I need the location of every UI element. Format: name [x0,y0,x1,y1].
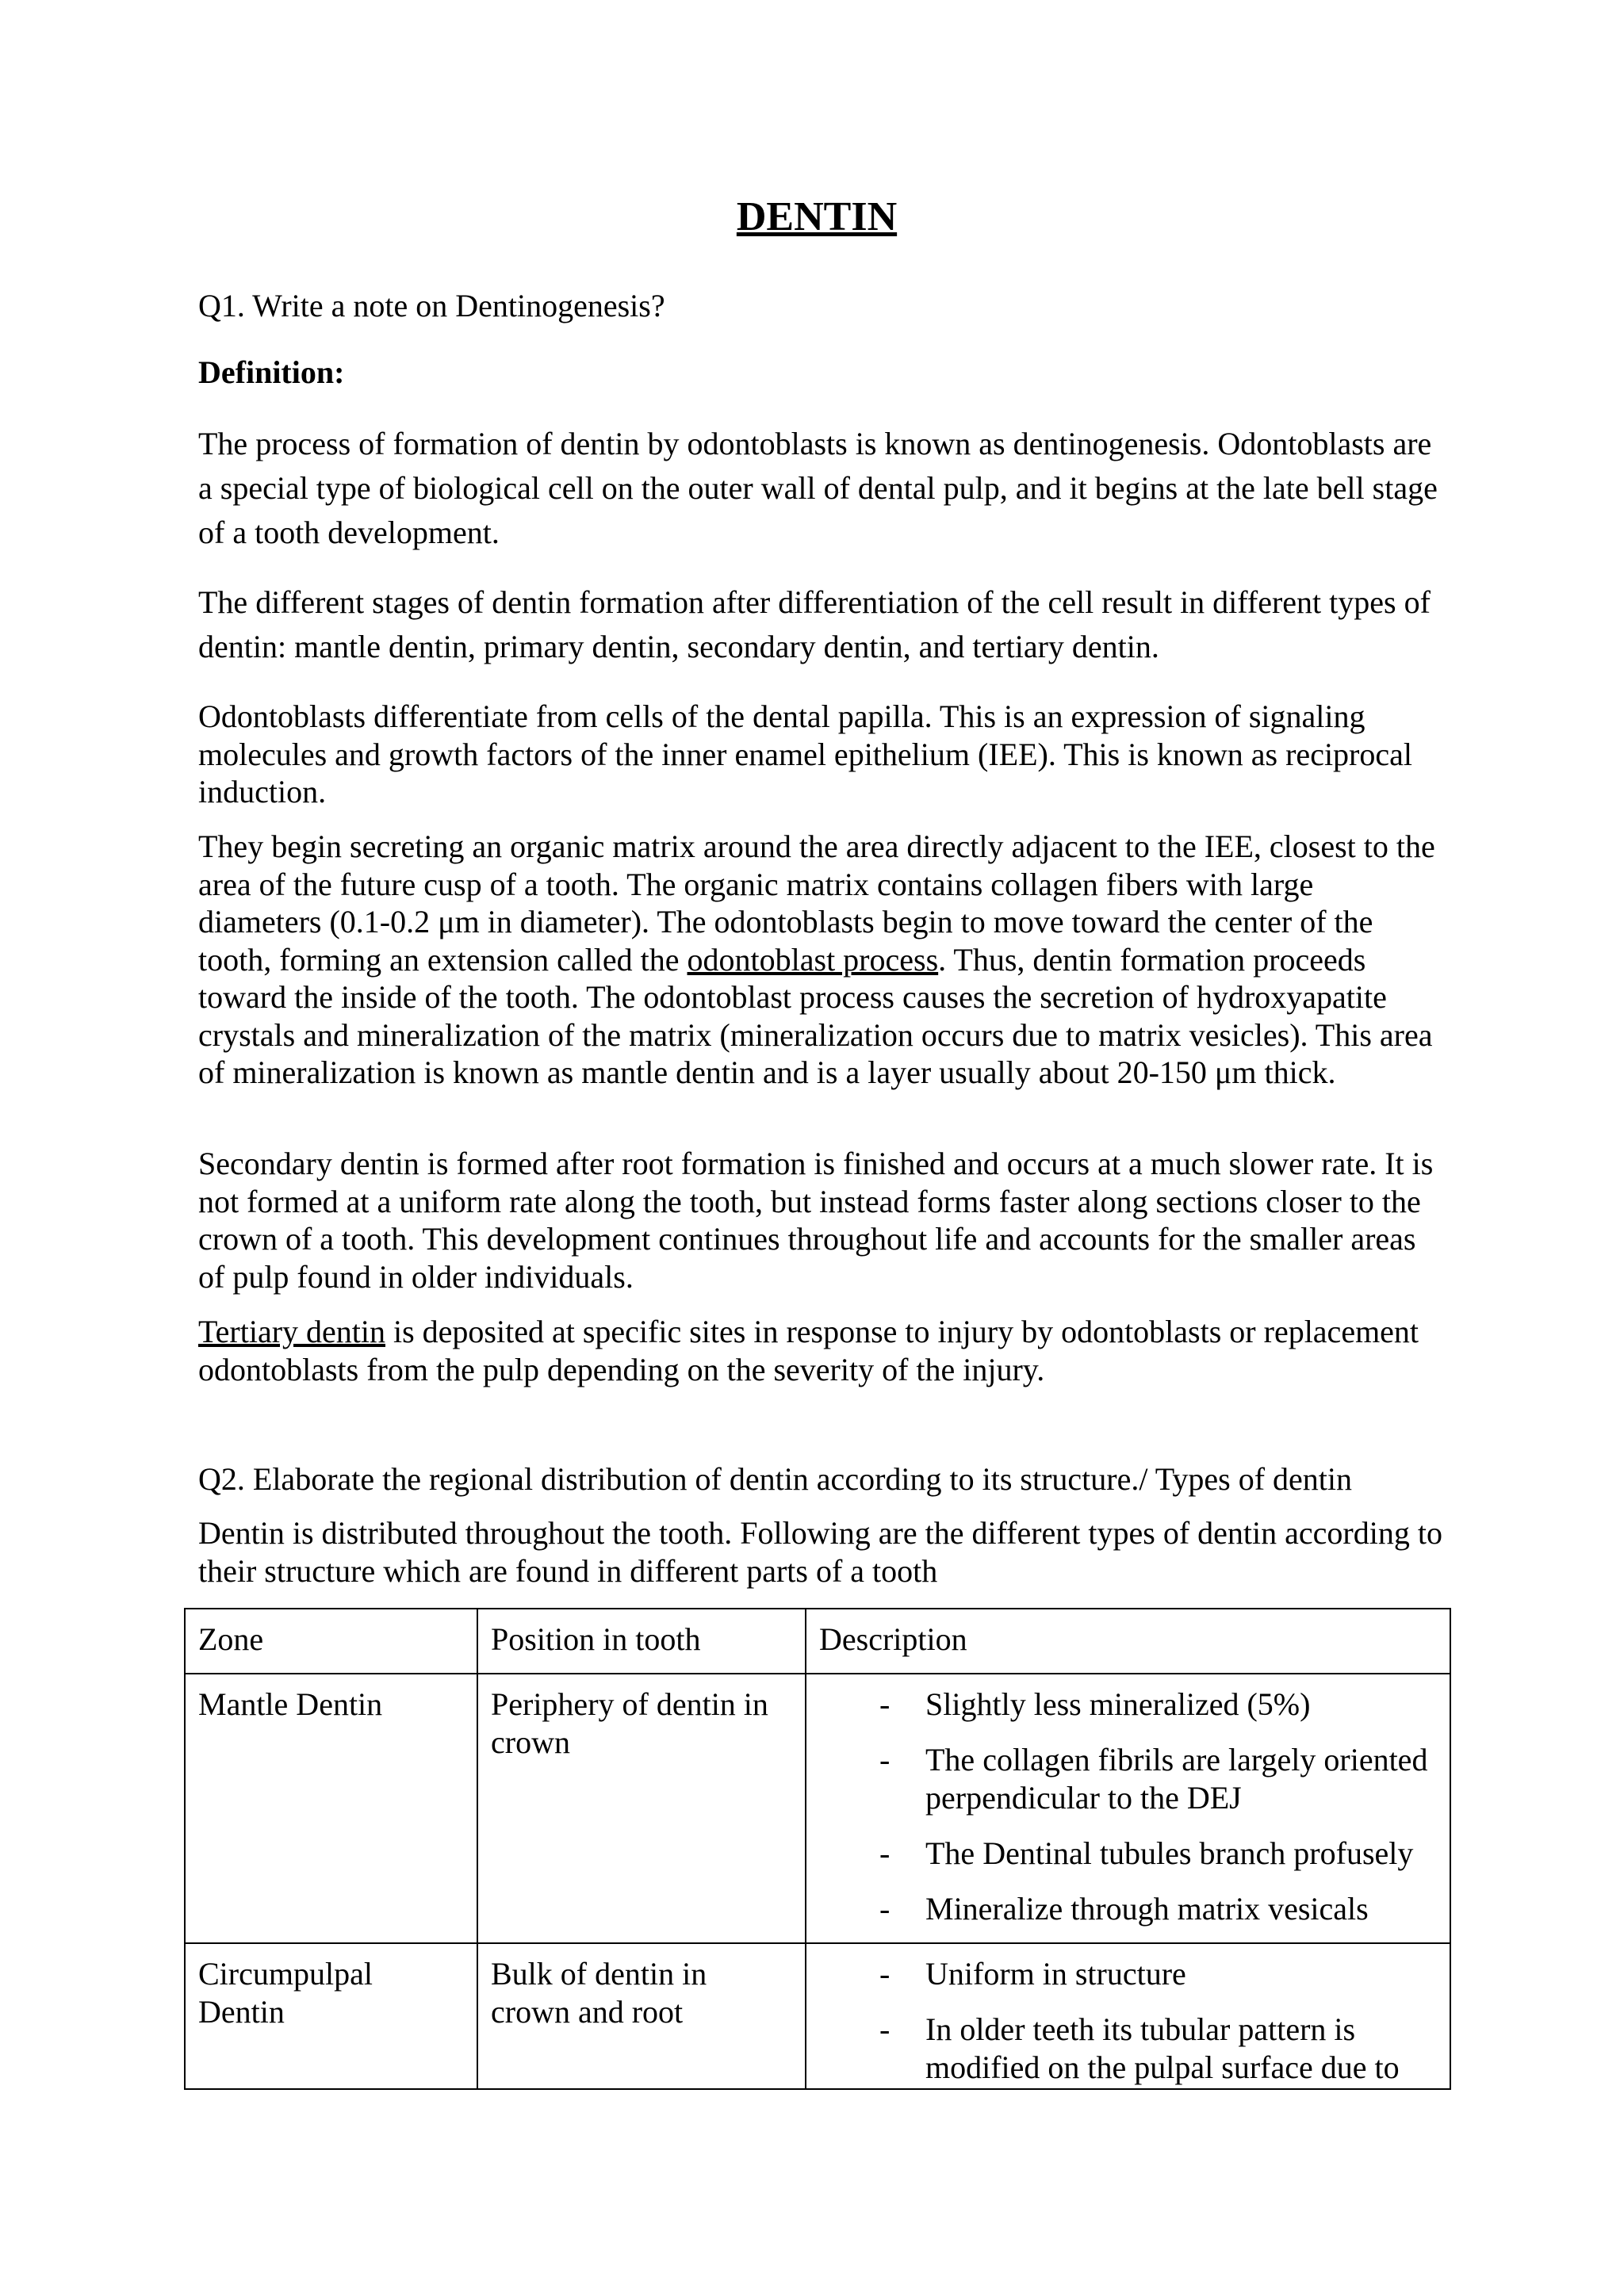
description-item: - The Dentinal tubules branch profusely [819,1835,1437,1873]
description-item: - In older teeth its tubular pattern is modified on the pulpal surface due to [819,2011,1437,2087]
description-list [819,1955,1437,2087]
q1-paragraph-1: The process of formation of dentin by odontoblasts is known as dentinogenesis. Odontoblasts are a special type of biological cell on the outer wall of dental pulp, and it begins at the late bell stage of a tooth development. [198,426,1438,550]
q2-intro: Dentin is distributed throughout the tooth. Following are the different types of dentin according to their structure which are found in different parts of a tooth [198,1515,1442,1589]
page-title: DENTIN [736,194,898,239]
q2-question: Q2. Elaborate the regional distribution of dentin according to its structure./ Types of dentin [198,1461,1352,1497]
position-cell: Periphery of dentin in crown [477,1674,806,1943]
q1-paragraph-4-text-a: They begin secreting an organic matrix around the area directly adjacent to the IEE, closest to the area of the future cusp of a tooth. The organic matrix contains collagen fibers with large diameters (0.1-0.2 μm in diameter). The odontoblasts begin to move toward the center of the tooth, forming an extension called the [198,828,1435,978]
q1-paragraph-3: Odontoblasts differentiate from cells of the dental papilla. This is an expression of signaling molecules and growth factors of the inner enamel epithelium (IEE). This is known as reciprocal induction. [198,698,1412,809]
header-description: Description [806,1609,1450,1674]
q1-paragraph-4 [198,828,1443,1092]
table-row [185,1674,1450,1943]
description-item: - Uniform in structure [819,1955,1437,1993]
description-cell [806,1943,1450,2089]
q1-paragraph-5: Secondary dentin is formed after root formation is finished and occurs at a much slower rate. It is not formed at a uniform rate along the tooth, but instead forms faster along sections closer to the crown of a tooth. This development continues throughout life and accounts for the smaller areas of pulp found in older individuals. [198,1146,1434,1295]
q1-paragraph-4-text-b: . Thus, dentin formation proceeds toward the inside of the tooth. The odontoblast process causes the secretion of hydroxyapatite crystals and mineralization of the matrix (mineralization occurs due to matrix vesicles). This area of mineralization is known as mantle dentin and is a layer usually about 20-150 μm thick. [198,941,1433,1090]
header-zone: Zone [185,1609,477,1674]
q1-paragraph-6-text: is deposited at specific sites in response to injury by odontoblasts or replacement odontoblasts from the pulp depending on the severity of the injury. [198,1314,1419,1387]
zone-cell: Circumpulpal Dentin [185,1943,477,2089]
description-list [819,1686,1437,1928]
zone-cell: Mantle Dentin [185,1674,477,1943]
description-cell [806,1674,1450,1943]
description-item: - The collagen fibrils are largely oriented perpendicular to the DEJ [819,1741,1437,1817]
definition-heading: Definition: [198,354,345,390]
q1-paragraph-6 [198,1313,1443,1388]
description-item: - Mineralize through matrix vesicals [819,1890,1437,1928]
header-position: Position in tooth [477,1609,806,1674]
table-header-row [185,1609,1450,1674]
dentin-zones-table [184,1608,1451,2090]
table-row [185,1943,1450,2089]
q1-question: Q1. Write a note on Dentinogenesis? [198,288,665,323]
description-item: - Slightly less mineralized (5%) [819,1686,1437,1724]
q1-paragraph-2: The different stages of dentin formation after differentiation of the cell result in different types of dentin: mantle dentin, primary dentin, secondary dentin, and tertiary dentin. [198,584,1431,664]
tertiary-dentin-link[interactable]: Tertiary dentin [198,1314,385,1349]
position-cell: Bulk of dentin in crown and root [477,1943,806,2089]
odontoblast-process-link[interactable]: odontoblast process [687,941,939,978]
